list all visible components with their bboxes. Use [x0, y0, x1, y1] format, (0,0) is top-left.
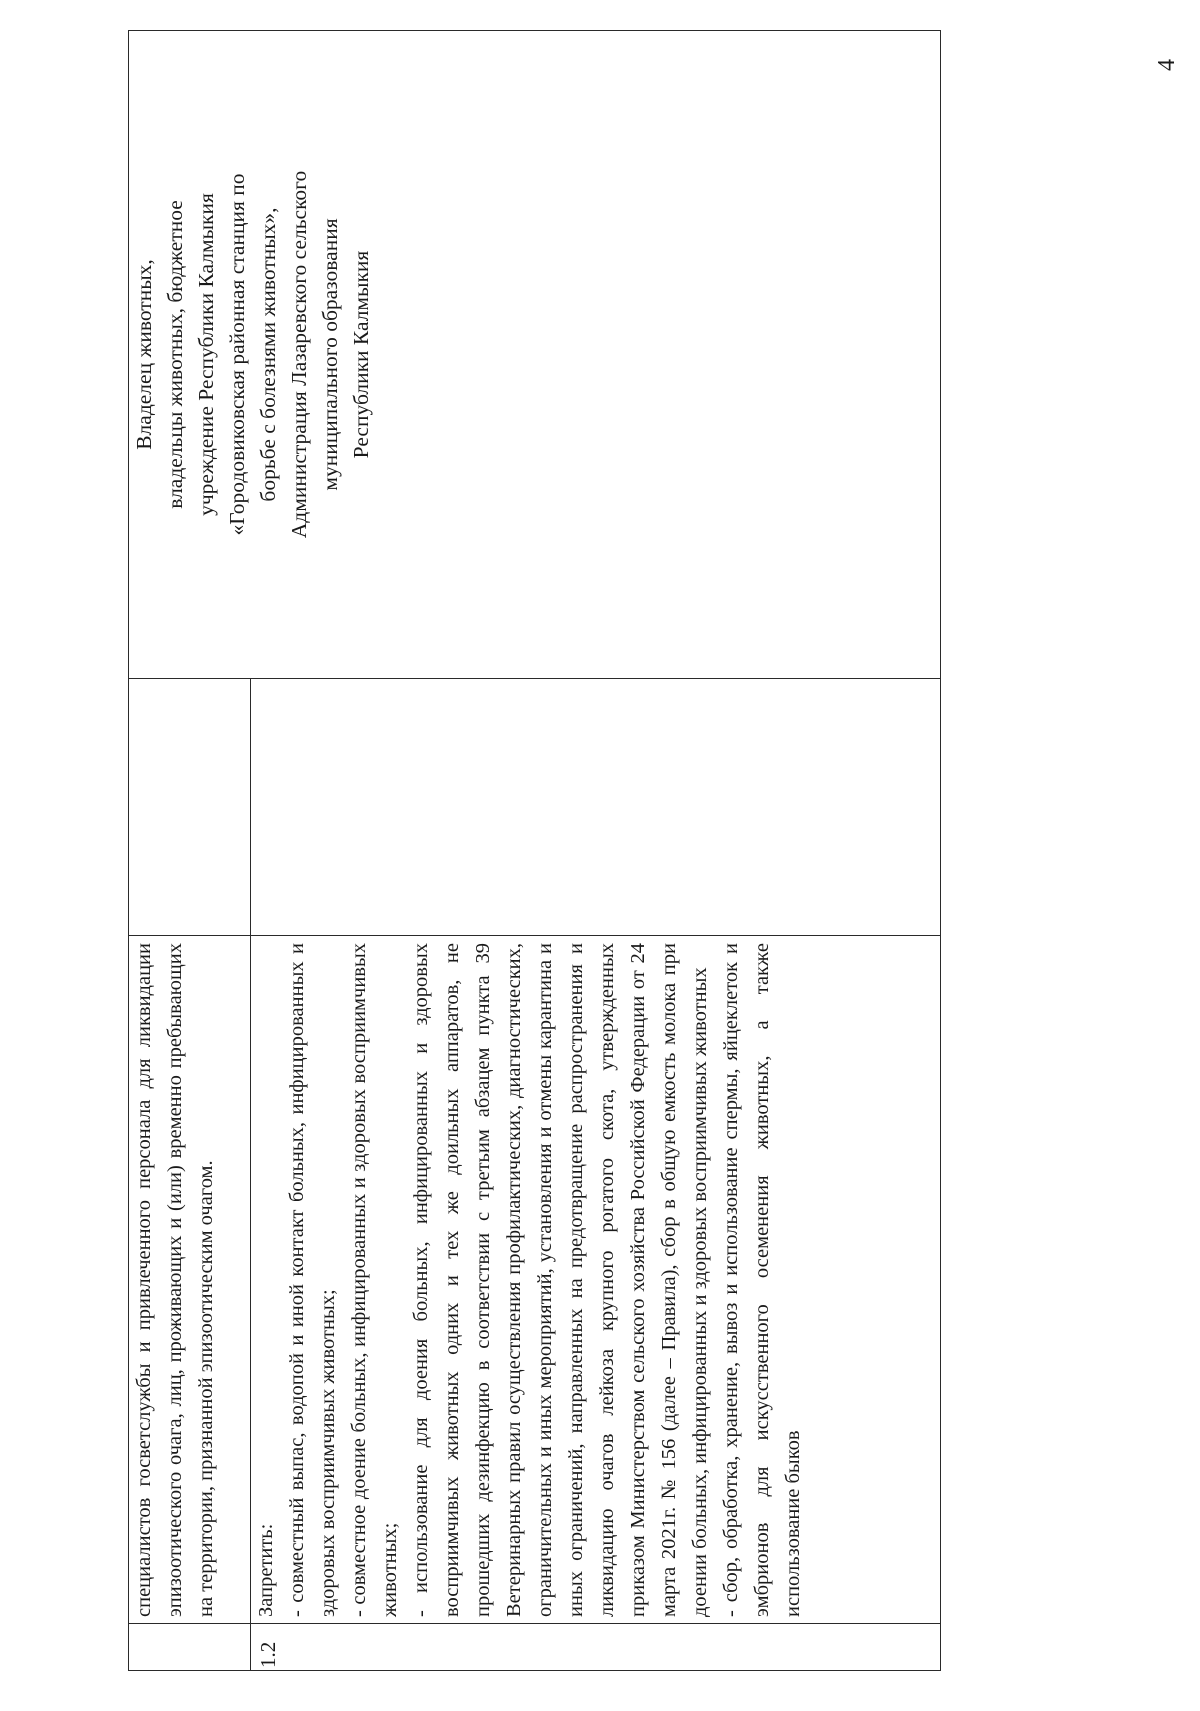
activity-item: - сбор, обработка, хранение, вывоз и использование спермы, яйцеклеток и эмбрионов для искусственного осеменения животных, а также использование быков: [720, 943, 804, 1617]
term-cell: [251, 679, 941, 936]
responsible-line: Администрация Лазаревского сельского: [287, 170, 311, 539]
responsible-line: владельцы животных, бюджетное: [163, 200, 187, 509]
activity-item: - совместное доение больных, инфицированных и здоровых восприимчивых животных;: [348, 943, 401, 1617]
activity-heading: Запретить:: [255, 1523, 277, 1617]
responsible-line: «Городовиковская районная станция по: [225, 173, 249, 536]
responsible-line: Владелец животных,: [132, 259, 156, 450]
measures-table: [128, 30, 941, 1671]
row-number-cell: [251, 1624, 941, 1671]
responsible-line: муниципального образования: [318, 218, 342, 491]
responsible-line: Республики Калмыкия: [349, 250, 373, 459]
table-row: [129, 31, 251, 1671]
term-cell: [129, 679, 251, 936]
activity-cell: [129, 936, 251, 1624]
activity-cell: [251, 936, 941, 1624]
responsible-line: учреждение Республики Калмыкия: [194, 193, 218, 516]
responsible-cell: [129, 31, 941, 679]
activity-item: - совместный выпас, водопой и иной контакт больных, инфицированных и здоровых восприимчивых животных;: [286, 943, 339, 1617]
activity-item: - использование для доения больных, инфицированных и здоровых восприимчивых животных одних и тех же доильных аппаратов, не прошедших дезинфекцию в соответствии с третьим абзацем пункта 39 Ветеринарных правил осуществления профилактических, диагностических, ограничительных и иных мероприятий, установления и отмены карантина и иных ограничений, направленных на предотвращение распространения и ликвидацию очагов лейкоза крупного рогатого скота, утвержденных приказом Министерством сельского хозяйства Российской Федерации от 24 марта 2021г. № 156 (далее – Правила), сбор в общую емкость молока при доении больных, инфицированных и здоровых восприимчивых животных: [410, 943, 711, 1617]
activity-text: специалистов госветслужбы и привлеченного персонала для ликвидации эпизоотического очага, лиц, проживающих и (или) временно пребывающих на территории, признанной эпизоотическим очагом.: [133, 943, 217, 1617]
row-number-cell: [129, 1624, 251, 1671]
responsible-line: борьбе с болезнями животных»,: [256, 207, 280, 502]
row-number: 1.2: [256, 1641, 280, 1668]
page-number: 4: [1154, 59, 1180, 71]
